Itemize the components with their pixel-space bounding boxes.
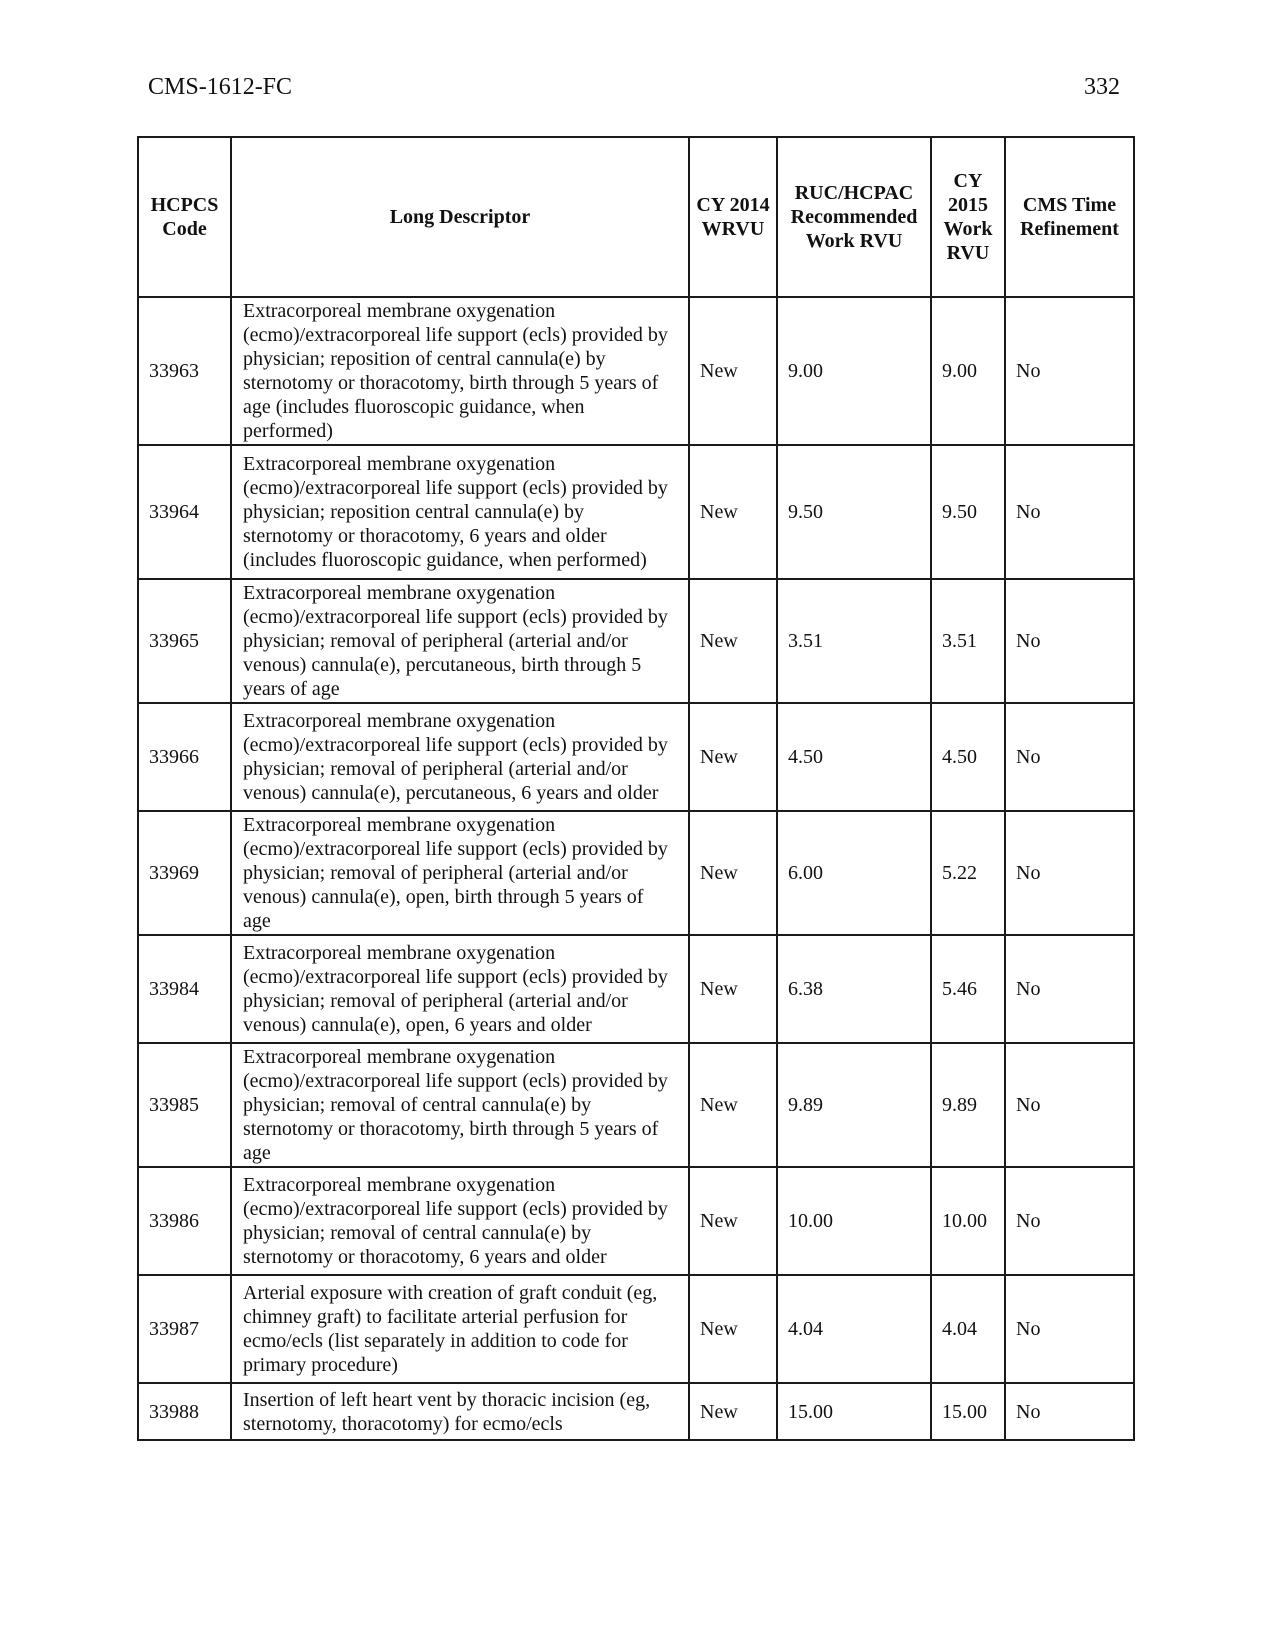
cell-long-descriptor: Extracorporeal membrane oxygenation (ecmo)/extracorporeal life support (ecls) provided by physician; removal of central cannula(e) by sternotomy or thoracotomy, birth through 5 years of age	[231, 1043, 689, 1167]
cell-ruc-recommended: 15.00	[777, 1383, 931, 1440]
cell-hcpcs-code: 33984	[138, 935, 231, 1043]
cell-long-descriptor: Arterial exposure with creation of graft conduit (eg, chimney graft) to facilitate arterial perfusion for ecmo/ecls (list separately in addition to code for primary procedure)	[231, 1275, 689, 1383]
table-row	[138, 703, 1134, 811]
cell-cms-time-refinement: No	[1005, 703, 1134, 811]
cell-long-descriptor: Extracorporeal membrane oxygenation (ecmo)/extracorporeal life support (ecls) provided by physician; removal of peripheral (arterial and/or venous) cannula(e), open, 6 years and older	[231, 935, 689, 1043]
rvu-table	[137, 136, 1135, 1441]
table-row	[138, 1383, 1134, 1440]
table-row	[138, 297, 1134, 445]
table-row	[138, 935, 1134, 1043]
cell-ruc-recommended: 9.89	[777, 1043, 931, 1167]
cell-long-descriptor: Extracorporeal membrane oxygenation (ecmo)/extracorporeal life support (ecls) provided by physician; reposition of central cannula(e) by sternotomy or thoracotomy, birth through 5 years of age (includes fluoroscopic guidance, when performed)	[231, 297, 689, 445]
cell-long-descriptor: Extracorporeal membrane oxygenation (ecmo)/extracorporeal life support (ecls) provided by physician; reposition central cannula(e) by sternotomy or thoracotomy, 6 years and older (includes fluoroscopic guidance, when performed)	[231, 445, 689, 579]
table-row	[138, 1167, 1134, 1275]
cell-cy2014-wrvu: New	[689, 297, 777, 445]
table-header-row	[138, 137, 1134, 297]
cell-hcpcs-code: 33965	[138, 579, 231, 703]
header-cms-time-refinement: CMS Time Refinement	[1005, 137, 1134, 297]
cell-ruc-recommended: 9.50	[777, 445, 931, 579]
cell-cy2014-wrvu: New	[689, 935, 777, 1043]
cell-cy2014-wrvu: New	[689, 1383, 777, 1440]
cell-ruc-recommended: 9.00	[777, 297, 931, 445]
cell-ruc-recommended: 6.00	[777, 811, 931, 935]
cell-cy2014-wrvu: New	[689, 1167, 777, 1275]
cell-cy2015-work-rvu: 4.50	[931, 703, 1005, 811]
cell-cy2015-work-rvu: 10.00	[931, 1167, 1005, 1275]
document-id: CMS-1612-FC	[148, 74, 293, 100]
cell-cms-time-refinement: No	[1005, 1043, 1134, 1167]
cell-ruc-recommended: 10.00	[777, 1167, 931, 1275]
cell-cms-time-refinement: No	[1005, 579, 1134, 703]
cell-cy2015-work-rvu: 5.46	[931, 935, 1005, 1043]
cell-cms-time-refinement: No	[1005, 297, 1134, 445]
header-cy2015-work-rvu: CY 2015 Work RVU	[931, 137, 1005, 297]
cell-hcpcs-code: 33986	[138, 1167, 231, 1275]
table-row	[138, 1275, 1134, 1383]
cell-cy2015-work-rvu: 9.00	[931, 297, 1005, 445]
cell-cms-time-refinement: No	[1005, 1275, 1134, 1383]
cell-hcpcs-code: 33963	[138, 297, 231, 445]
cell-long-descriptor: Extracorporeal membrane oxygenation (ecmo)/extracorporeal life support (ecls) provided by physician; removal of peripheral (arterial and/or venous) cannula(e), percutaneous, birth through 5 years of age	[231, 579, 689, 703]
cell-cms-time-refinement: No	[1005, 935, 1134, 1043]
cell-cms-time-refinement: No	[1005, 1167, 1134, 1275]
cell-ruc-recommended: 4.04	[777, 1275, 931, 1383]
cell-hcpcs-code: 33966	[138, 703, 231, 811]
cell-cy2014-wrvu: New	[689, 703, 777, 811]
table-row	[138, 811, 1134, 935]
cell-long-descriptor: Extracorporeal membrane oxygenation (ecmo)/extracorporeal life support (ecls) provided by physician; removal of peripheral (arterial and/or venous) cannula(e), open, birth through 5 years of age	[231, 811, 689, 935]
cell-cy2015-work-rvu: 4.04	[931, 1275, 1005, 1383]
page-number: 332	[1084, 74, 1120, 100]
cell-hcpcs-code: 33988	[138, 1383, 231, 1440]
cell-ruc-recommended: 3.51	[777, 579, 931, 703]
cell-cy2014-wrvu: New	[689, 445, 777, 579]
cell-hcpcs-code: 33964	[138, 445, 231, 579]
cell-cy2015-work-rvu: 3.51	[931, 579, 1005, 703]
cell-ruc-recommended: 6.38	[777, 935, 931, 1043]
header-long-descriptor: Long Descriptor	[231, 137, 689, 297]
cell-cy2014-wrvu: New	[689, 1043, 777, 1167]
cell-cms-time-refinement: No	[1005, 811, 1134, 935]
cell-cms-time-refinement: No	[1005, 1383, 1134, 1440]
cell-cy2015-work-rvu: 9.89	[931, 1043, 1005, 1167]
cell-hcpcs-code: 33969	[138, 811, 231, 935]
header-ruc-recommended: RUC/HCPAC Recommended Work RVU	[777, 137, 931, 297]
table-row	[138, 1043, 1134, 1167]
cell-hcpcs-code: 33987	[138, 1275, 231, 1383]
cell-ruc-recommended: 4.50	[777, 703, 931, 811]
table-row	[138, 579, 1134, 703]
cell-long-descriptor: Extracorporeal membrane oxygenation (ecmo)/extracorporeal life support (ecls) provided by physician; removal of peripheral (arterial and/or venous) cannula(e), percutaneous, 6 years and older	[231, 703, 689, 811]
cell-cms-time-refinement: No	[1005, 445, 1134, 579]
cell-cy2015-work-rvu: 5.22	[931, 811, 1005, 935]
cell-cy2014-wrvu: New	[689, 1275, 777, 1383]
cell-cy2015-work-rvu: 9.50	[931, 445, 1005, 579]
header-cy2014-wrvu: CY 2014 WRVU	[689, 137, 777, 297]
cell-hcpcs-code: 33985	[138, 1043, 231, 1167]
cell-long-descriptor: Insertion of left heart vent by thoracic incision (eg, sternotomy, thoracotomy) for ecmo/ecls	[231, 1383, 689, 1440]
table-row	[138, 445, 1134, 579]
cell-cy2014-wrvu: New	[689, 579, 777, 703]
cell-cy2015-work-rvu: 15.00	[931, 1383, 1005, 1440]
cell-long-descriptor: Extracorporeal membrane oxygenation (ecmo)/extracorporeal life support (ecls) provided by physician; removal of central cannula(e) by sternotomy or thoracotomy, 6 years and older	[231, 1167, 689, 1275]
header-hcpcs-code: HCPCS Code	[138, 137, 231, 297]
cell-cy2014-wrvu: New	[689, 811, 777, 935]
